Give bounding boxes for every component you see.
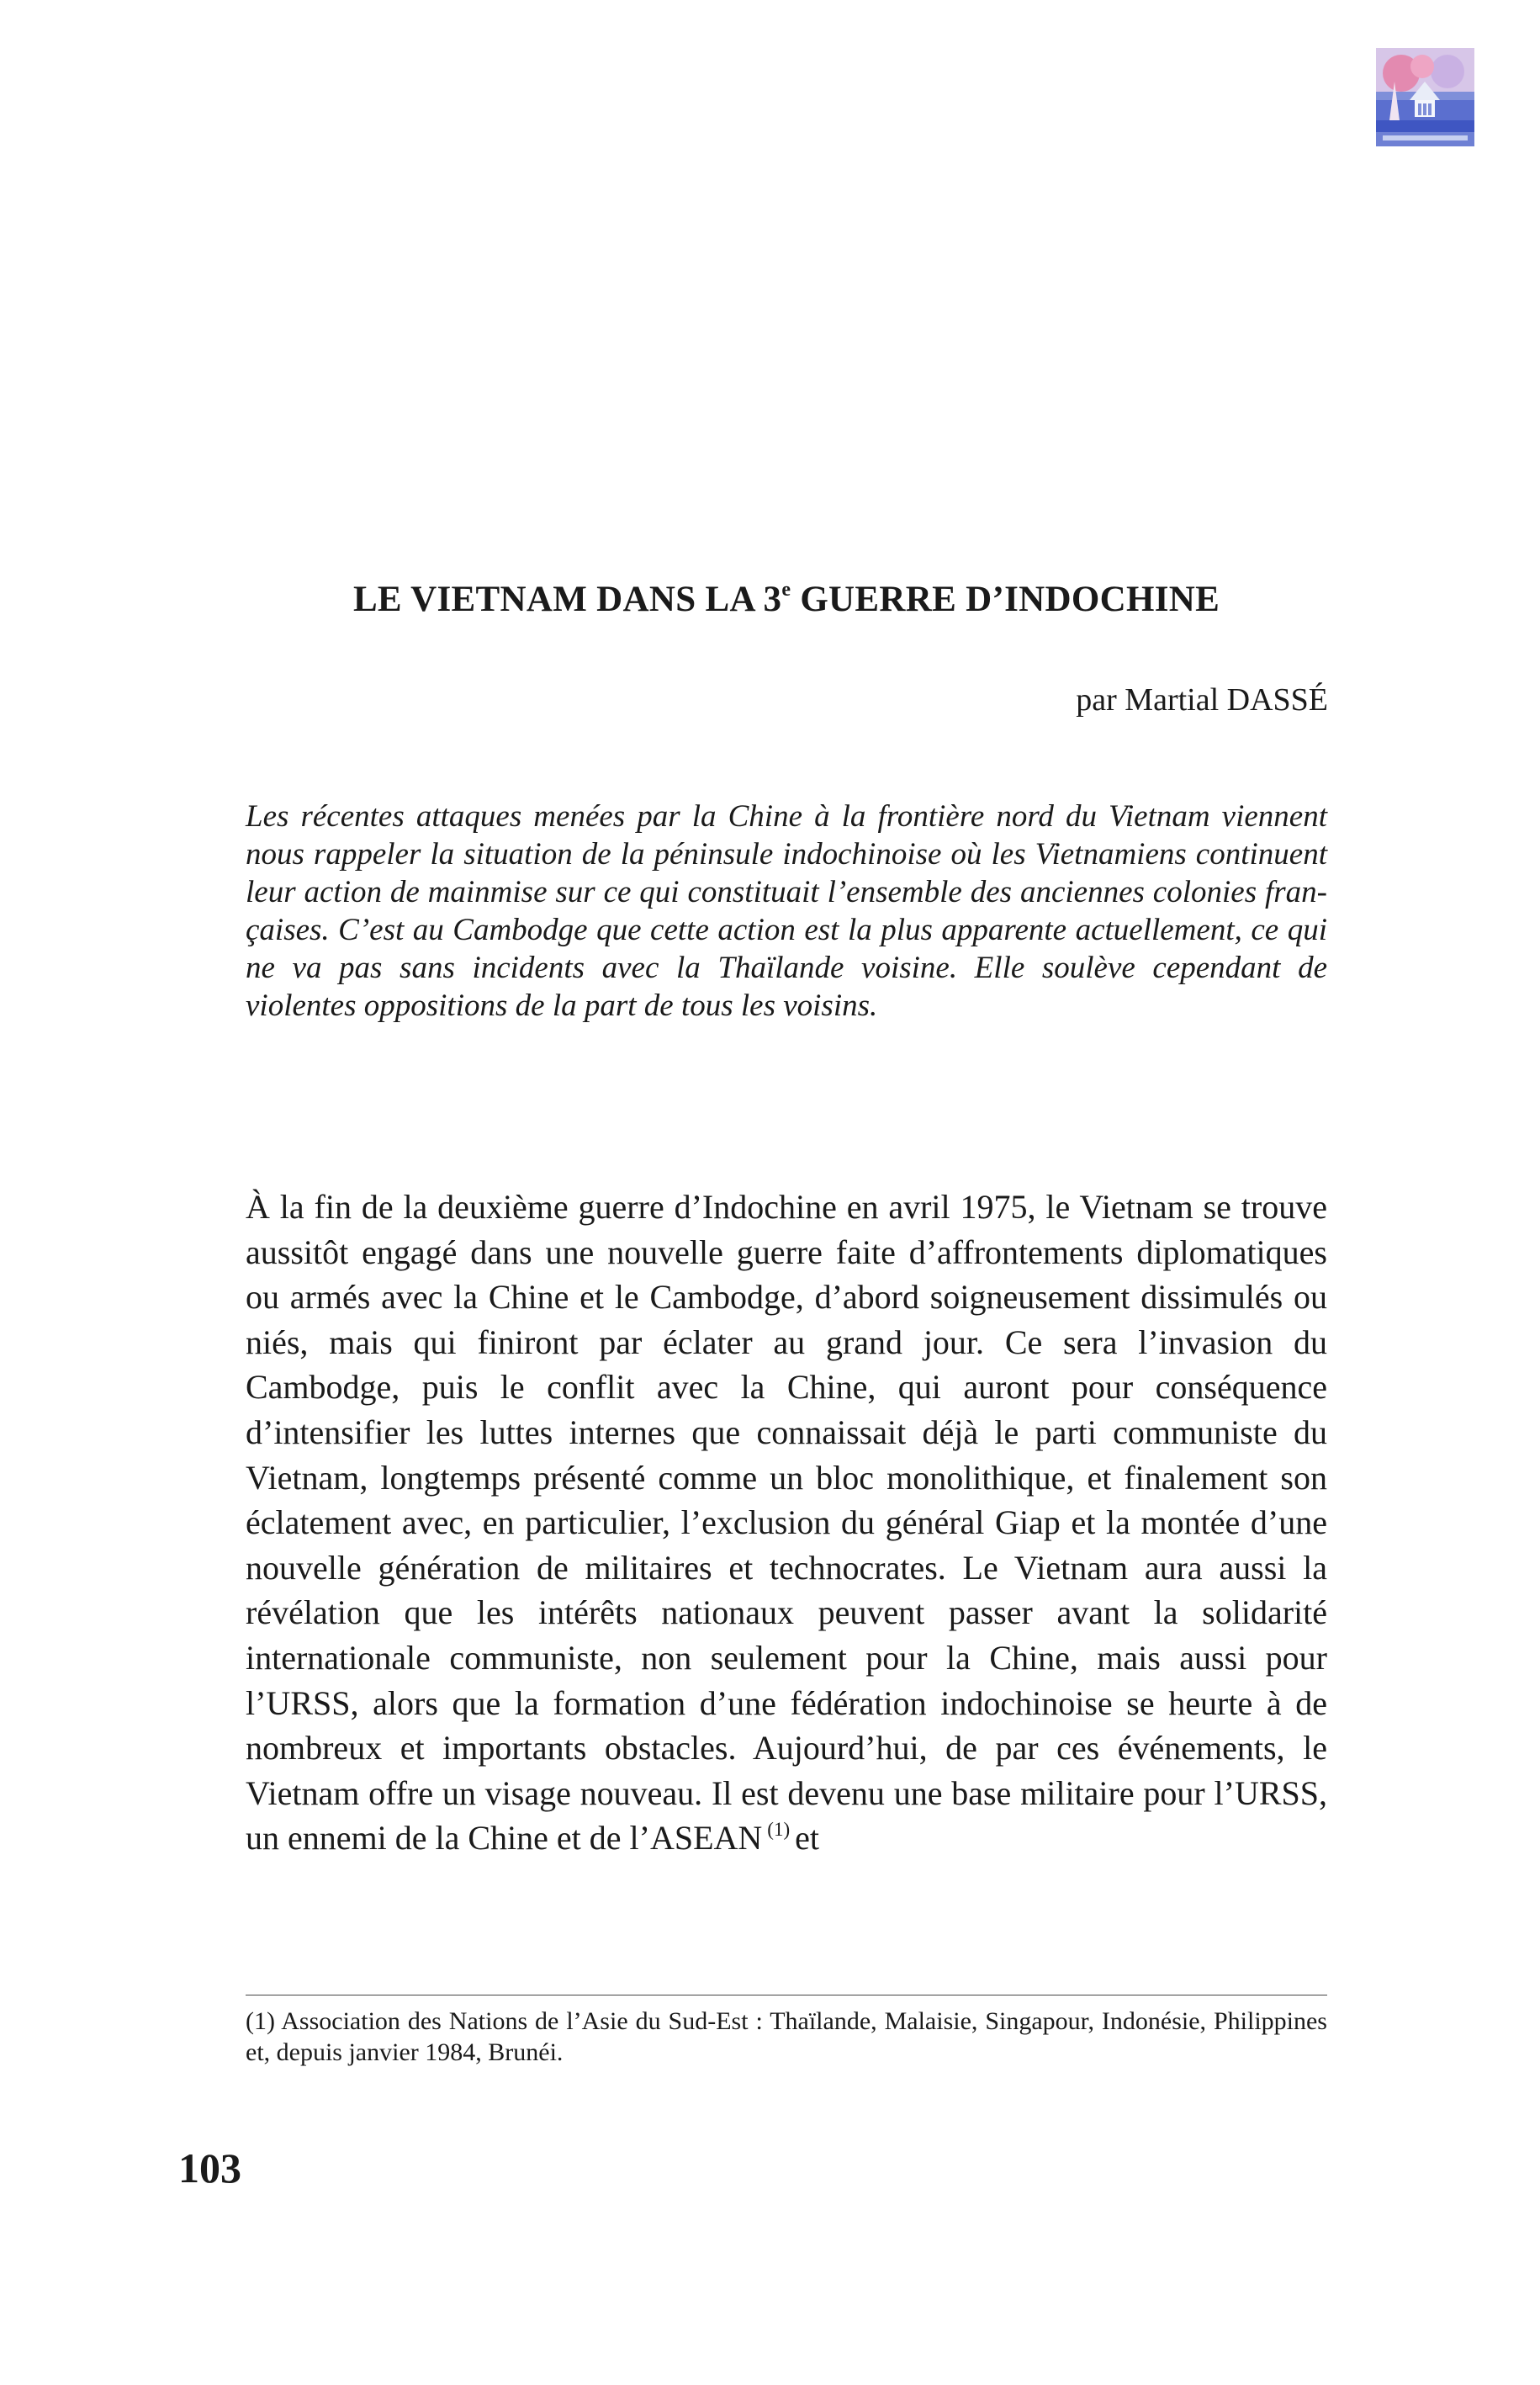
page-number: 103 bbox=[178, 2144, 241, 2192]
article-abstract: Les récentes attaques menées par la Chine à la frontière nord du Vietnam viennent nous rappeler la situation de la péninsule indochinoise où les Vietnamiens continuent leur action de mainmise sur ce qui constituait l’ensemble des anciennes colonies françaises. C’est au Cambodge que cette action est la plus apparente actuellement, ce qui ne va pas sans incidents avec la Thaïlande voisine. Elle soulève cependant de violentes oppositions de la part de tous les voisins. bbox=[246, 799, 1327, 1023]
institution-logo bbox=[1376, 48, 1474, 146]
article-title-rest: GUERRE D’INDOCHINE bbox=[791, 580, 1220, 619]
body-text-continued: et bbox=[795, 1819, 819, 1858]
footnote-reference[interactable]: (1) bbox=[767, 1819, 791, 1841]
footnote: (1) Association des Nations de l’Asie du Sud-Est : Thaïlande, Malaisie, Singapour, Indonésie, Philippines et, depuis janvier 1984, Brunéi. bbox=[246, 2007, 1327, 2066]
article-title-main: LE VIETNAM DANS LA 3 bbox=[352, 580, 782, 619]
article-body-paragraph bbox=[246, 1185, 1327, 1861]
article-author: par Martial DASSÉ bbox=[1076, 682, 1328, 718]
institution-logo-icon bbox=[1376, 48, 1474, 146]
body-text: À la fin de la deuxième guerre d’Indochine en avril 1975, le Vietnam se trouve aussitôt engagé dans une nouvelle guerre faite d’affrontements diplomatiques ou armés avec la Chine et le Cambodge, d’abord soigneusement dissimulés ou niés, mais qui finiront par éclater au grand jour. Ce sera l’invasion du Cambodge, puis le conflit avec la Chine, qui auront pour conséquence d’intensifier les luttes internes que connaissait déjà le parti communiste du Vietnam, longtemps présenté comme un bloc monolithique, et finalement son éclatement avec, en particulier, l’exclusion du général Giap et la montée d’une nouvelle génération de militaires et technocrates. Le Vietnam aura aussi la révélation que les intérêts nationaux peuvent passer avant la solidarité internationale communiste, non seulement pour la Chine, mais aussi pour l’URSS, alors que la formation d’une fédération indochinoise se heurte à de nombreux et importants obstacles. Aujourd’hui, de par ces événements, le Vietnam offre un visage nouveau. Il est devenu une base militaire pour l’URSS, un ennemi de la Chine et de l’ASEAN bbox=[246, 1188, 1327, 1858]
article-title bbox=[244, 579, 1329, 620]
article-title-ordinal: e bbox=[781, 579, 791, 601]
